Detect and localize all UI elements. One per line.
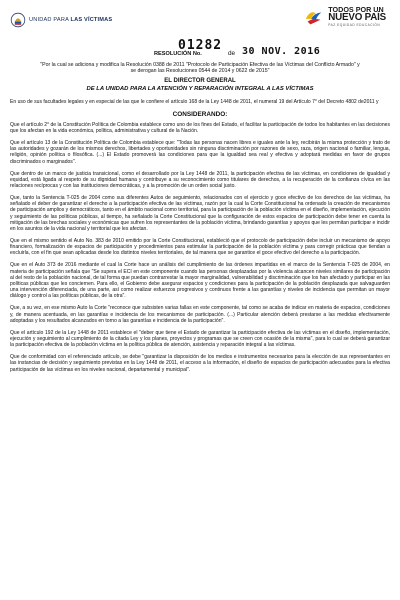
consideration-paragraph: Que el artículo 13 de la Constitución Política de Colombia establece que: "Todas las personas nacen libres e iguales ante la ley, recibirán la misma protección y trato de las autoridades y gozarán de los mismos derechos, libertades y oportunidades sin ninguna discriminación por razones de sexo, raza, origen nacional o familiar, lengua, religión, opinión política o filosófica. (...) El Estado promoverá las condiciones para que la igualdad sea real y efectiva y adoptará medidas en favor de grupos discriminados o marginados". [10,140,390,165]
colombia-seal-icon [10,12,26,28]
consideration-paragraph: Que en el mismo sentido el Auto No. 383 de 2010 emitido por la Corte Constitucional, estableció que el protocolo de participación debe incluir un mecanismo de apoyo financiero, formalización de espacios de participación y procedimientos para estimular la participación de la población víctima y para corregir prácticas que tiendan a excluirla, con el fin que sean aplicadas desde los distintos niveles territoriales, de tal manera que se garantice el goce efectivo del derecho a la participación. [10,238,390,257]
logo-right-line1: TODOS POR UN [328,5,384,14]
resolution-subject: "Por la cual se adiciona y modifica la Resolución 0388 de 2011 "Protocolo de Participación Efectiva de las Víctimas del Conflicto Armado" y se derogan las Resoluciones 0544 de 2014 y 0622 de 2015" [40,62,360,75]
resolution-label: RESOLUCIÓN No. [154,51,202,57]
logo-right-tagline: PAZ EQUIDAD EDUCACIÓN [328,23,381,27]
resolution-date: 30 NOV. 2016 [242,46,321,57]
consideration-paragraph: Que el artículo 192 de la Ley 1448 de 2011 establece el "deber que tiene el Estado de garantizar la participación efectiva de las víctimas en el diseño, implementación, ejecución y seguimiento al cumplimiento de la citada Ley y los planes, proyectos y programas que se creen con ocasión de la misma", para lo cual se deberá garantizar la participación efectiva de la población víctima en la política pública de atención, asistencia y reparación integral a las víctimas. [10,329,390,349]
nuevo-pais-bird-icon [303,6,325,28]
consideration-paragraph: Que, tanto la Sentencia T-025 de 2004 como sus diferentes Autos de seguimiento, relacionados con el ejercicio y goce efectivo de los derechos de las víctimas, ha señalado el deber de garantizar el derecho a la participación efectiva de las víctimas, razón por la cual la Corte Constitucional ha ordenado la creación de mecanismos de participación amplios y democráticos, tanto en el ámbito nacional como territorial, para la participación de la población víctima en el diseño, implementación, ejecución y seguimiento de las políticas públicas, al tiempo, ha señalado la Corte Constitucional que la configuración de estos espacios de participación debe tener en cuenta la mitigación de las brechas sociales y económicas que sufren los representantes de la población víctima, brindando garantías y apoyos que les permitan participar e incidir en los asuntos de la vida nacional y territorial que les afectan. [10,195,390,233]
unit-heading: DE LA UNIDAD PARA LA ATENCIÓN Y REPARACIÓN INTEGRAL A LAS VÍCTIMAS [86,86,314,92]
logo-left-prefix: UNIDAD PARA [29,17,71,23]
consideration-paragraph: Que de conformidad con el referenciado artículo, se debe "garantizar la disposición de los medios e instrumentos necesarios para la elección de sus representantes en las instancias de decisión y seguimiento previstas en la Ley 1448 de 2011, el acceso a la información, el diseño de espacios de participación adecuados para la efectiva participación de las víctimas en los niveles nacional, departamental y municipal". [10,354,390,373]
considerando-heading: CONSIDERANDO: [172,110,228,118]
date-connector: de [228,50,236,57]
logo-right-line2: NUEVO PAÍS [328,12,386,24]
consideration-paragraph: Que el artículo 2° de la Constitución Política de Colombia establece como uno de los fines del Estado, el facilitar la participación de todos los habitantes en las decisiones que los afectan en la vida económica, política, administrativa y cultural de la Nación. [10,121,390,134]
unidad-victimas-logo [10,12,112,28]
resolution-number: 01282 [178,38,223,53]
director-heading: EL DIRECTOR GENERAL [164,78,236,85]
todos-por-un-nuevo-pais-logo [303,6,386,28]
consideration-paragraph: Que, a su vez, en ese mismo Auto la Corte "reconoce que subsisten varias fallas en este componente, tal como se acaba de indicar en materia de espacios, condiciones y, de manera acentuada, en las garantías e incidencia de los mecanismos de participación. (...) Particular atención deberá prestarse a las medidas efectivamente adoptadas y los resultados alcanzados en torno a las garantías e incidencia de la participación". [10,305,390,324]
preamble: En uso de sus facultades legales y en especial de las que le confiere el artículo 168 de la Ley 1448 de 2011, el numeral 19 del Artículo 7° del Decreto 4802 de2011 y [10,98,379,105]
considerations [10,122,390,373]
resolution-number-row [10,38,390,60]
letterhead [10,6,390,38]
consideration-paragraph: Que en el Auto 373 de 2016 mediante el cual la Corte hace un análisis del cumplimiento de las órdenes impartidas en el marco de la Sentencia T-025 de 2004, en materia de participación señala que "Se supera el ECI en este componente cuando las personas desplazadas por la violencia alcancen niveles similares de participación al del resto de la población nacional, de tal forma que puedan contrarrestar la mayor marginalidad, vulnerabilidad y discriminación que los han afectado y participar en las políticas públicas que les conciernen. Para ello, el Gobierno debe asegurar espacios y condiciones para la participación de la población desplazada que salvaguarden una intervención diferenciada, de una parte, así como realizar esfuerzos progresivos y continuos frente a las garantías y niveles de incidencia que permitan un mayor diálogo y control a las políticas públicas, de la otra". [10,262,390,300]
consideration-paragraph: Que dentro de un marco de justicia transicional, como el desarrollado por la Ley 1448 de 2011, la participación efectiva de las víctimas, en condiciones de igualdad y equidad, está ligada al respeto de su dignidad humana y contribuye a su reconocimiento como titulares de derechos, a la recuperación de la confianza cívica en las relaciones recíprocas y con las instituciones democráticas, y a la promoción de un orden social justo. [10,170,390,190]
logo-left-emphasis: LAS VÍCTIMAS [70,17,113,23]
